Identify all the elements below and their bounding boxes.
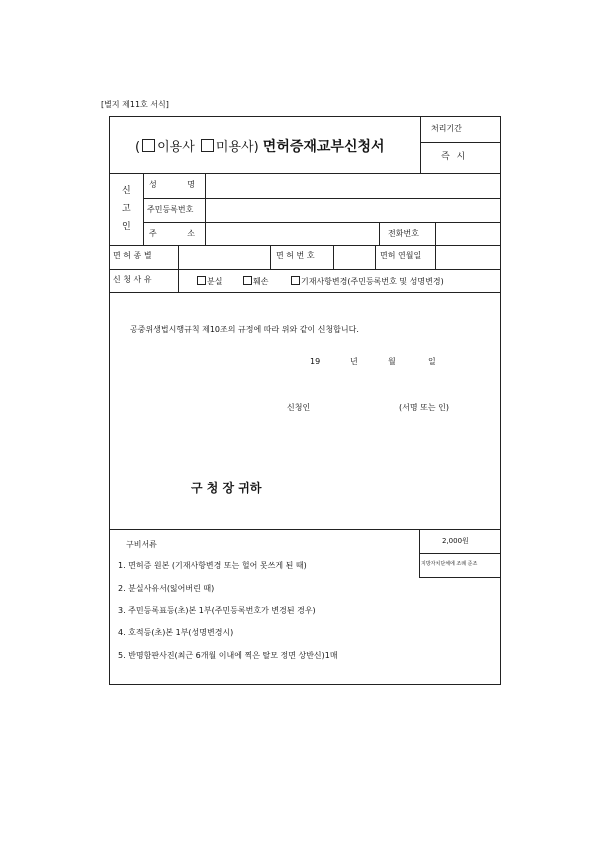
date-year-suffix: 년 bbox=[350, 357, 358, 366]
damaged-checkbox[interactable] bbox=[243, 276, 252, 285]
license-col-1 bbox=[178, 245, 179, 269]
document-item-5: 5. 반명함판사진(최근 6개월 이내에 찍은 탈모 정면 상반신)1매 bbox=[118, 651, 338, 660]
beautician-checkbox[interactable] bbox=[201, 139, 214, 152]
applicant-label-divider bbox=[205, 173, 206, 245]
document-item-4: 4. 호적등(초)본 1부(성명변경시) bbox=[118, 628, 234, 637]
row-line-1 bbox=[109, 173, 501, 174]
applicant-side-3: 인 bbox=[122, 222, 131, 232]
row-line-3 bbox=[109, 269, 501, 270]
row-line-5 bbox=[109, 529, 501, 530]
applicant-side-divider bbox=[143, 173, 144, 245]
license-col-3 bbox=[333, 245, 334, 269]
processing-label: 처리기간 bbox=[431, 124, 462, 133]
applicant-side-1: 신 bbox=[122, 186, 131, 196]
date-year: 19 bbox=[310, 357, 321, 366]
title-option-beautician: 미용사) bbox=[215, 140, 259, 155]
date-day-suffix: 일 bbox=[428, 357, 436, 366]
change-checkbox[interactable] bbox=[291, 276, 300, 285]
reason-option-damaged[interactable] bbox=[243, 276, 268, 286]
processing-divider bbox=[420, 142, 501, 143]
fee-note: 지방자치단체에 조례 준조 bbox=[421, 561, 478, 567]
processing-value: 즉 시 bbox=[441, 152, 468, 162]
reason-label: 신 청 사 유 bbox=[113, 275, 152, 284]
form-title bbox=[135, 139, 385, 154]
license-number-label: 면 허 번 호 bbox=[276, 251, 315, 260]
signature-seal-label: (서명 또는 인) bbox=[399, 403, 449, 412]
phone-field[interactable] bbox=[437, 224, 499, 244]
reason-change-label: 기재사항변경(주민등록번호 및 성명변경) bbox=[301, 277, 444, 286]
phone-label: 전화번호 bbox=[388, 229, 419, 238]
statement-text: 공중위생법시행규칙 제10조의 규정에 따라 위와 같이 신청합니다. bbox=[130, 325, 359, 334]
addressee: 구 청 장 귀하 bbox=[191, 481, 262, 495]
reason-option-lost[interactable] bbox=[197, 276, 222, 286]
applicant-row-line-2 bbox=[143, 222, 501, 223]
phone-label-divider-right bbox=[435, 222, 436, 245]
license-date-field[interactable] bbox=[437, 247, 499, 267]
rrn-field[interactable] bbox=[207, 200, 499, 221]
title-option-barber: 이용사 bbox=[157, 140, 195, 155]
applicant-sign-label: 신청인 bbox=[287, 403, 311, 412]
applicant-side-2: 고 bbox=[122, 204, 131, 214]
name-label: 성 명 bbox=[149, 180, 195, 189]
lost-checkbox[interactable] bbox=[197, 276, 206, 285]
title-open-paren: ( bbox=[135, 140, 141, 155]
reason-damaged-label: 훼손 bbox=[253, 277, 269, 286]
license-date-label: 면허 연월일 bbox=[380, 251, 422, 260]
date-month-suffix: 월 bbox=[388, 357, 396, 366]
form-number: [별지 제11호 서식] bbox=[101, 100, 169, 109]
address-label: 주 소 bbox=[149, 229, 195, 238]
fee-amount: 2,000원 bbox=[442, 537, 469, 545]
license-type-field[interactable] bbox=[180, 247, 268, 267]
document-item-3: 3. 주민등록표등(초)본 1부(주민등록번호가 변경된 경우) bbox=[118, 606, 316, 615]
license-number-field[interactable] bbox=[335, 247, 373, 267]
license-type-label: 면 허 종 별 bbox=[113, 251, 152, 260]
row-line-2 bbox=[109, 245, 501, 246]
barber-checkbox[interactable] bbox=[142, 139, 155, 152]
license-col-4 bbox=[375, 245, 376, 269]
applicant-row-line-1 bbox=[143, 198, 501, 199]
phone-label-divider-left bbox=[379, 222, 380, 245]
license-col-2 bbox=[270, 245, 271, 269]
title-divider bbox=[420, 116, 421, 173]
address-field[interactable] bbox=[207, 224, 377, 244]
name-field[interactable] bbox=[207, 175, 499, 197]
rrn-label: 주민등록번호 bbox=[147, 205, 194, 214]
document-item-1: 1. 면허증 원본 (기재사항변경 또는 헐어 못쓰게 된 때) bbox=[118, 561, 307, 570]
reason-col bbox=[178, 269, 179, 292]
documents-title: 구비서류 bbox=[126, 540, 157, 549]
reason-option-change[interactable] bbox=[291, 276, 444, 286]
fee-divider-mid bbox=[419, 553, 501, 554]
document-item-2: 2. 분실사유서(잃어버린 때) bbox=[118, 584, 215, 593]
title-main: 면허증재교부신청서 bbox=[262, 139, 385, 155]
license-col-5 bbox=[435, 245, 436, 269]
fee-divider-bottom bbox=[419, 577, 501, 578]
signature-field[interactable] bbox=[320, 398, 396, 416]
row-line-4 bbox=[109, 292, 501, 293]
reason-lost-label: 분실 bbox=[207, 277, 223, 286]
